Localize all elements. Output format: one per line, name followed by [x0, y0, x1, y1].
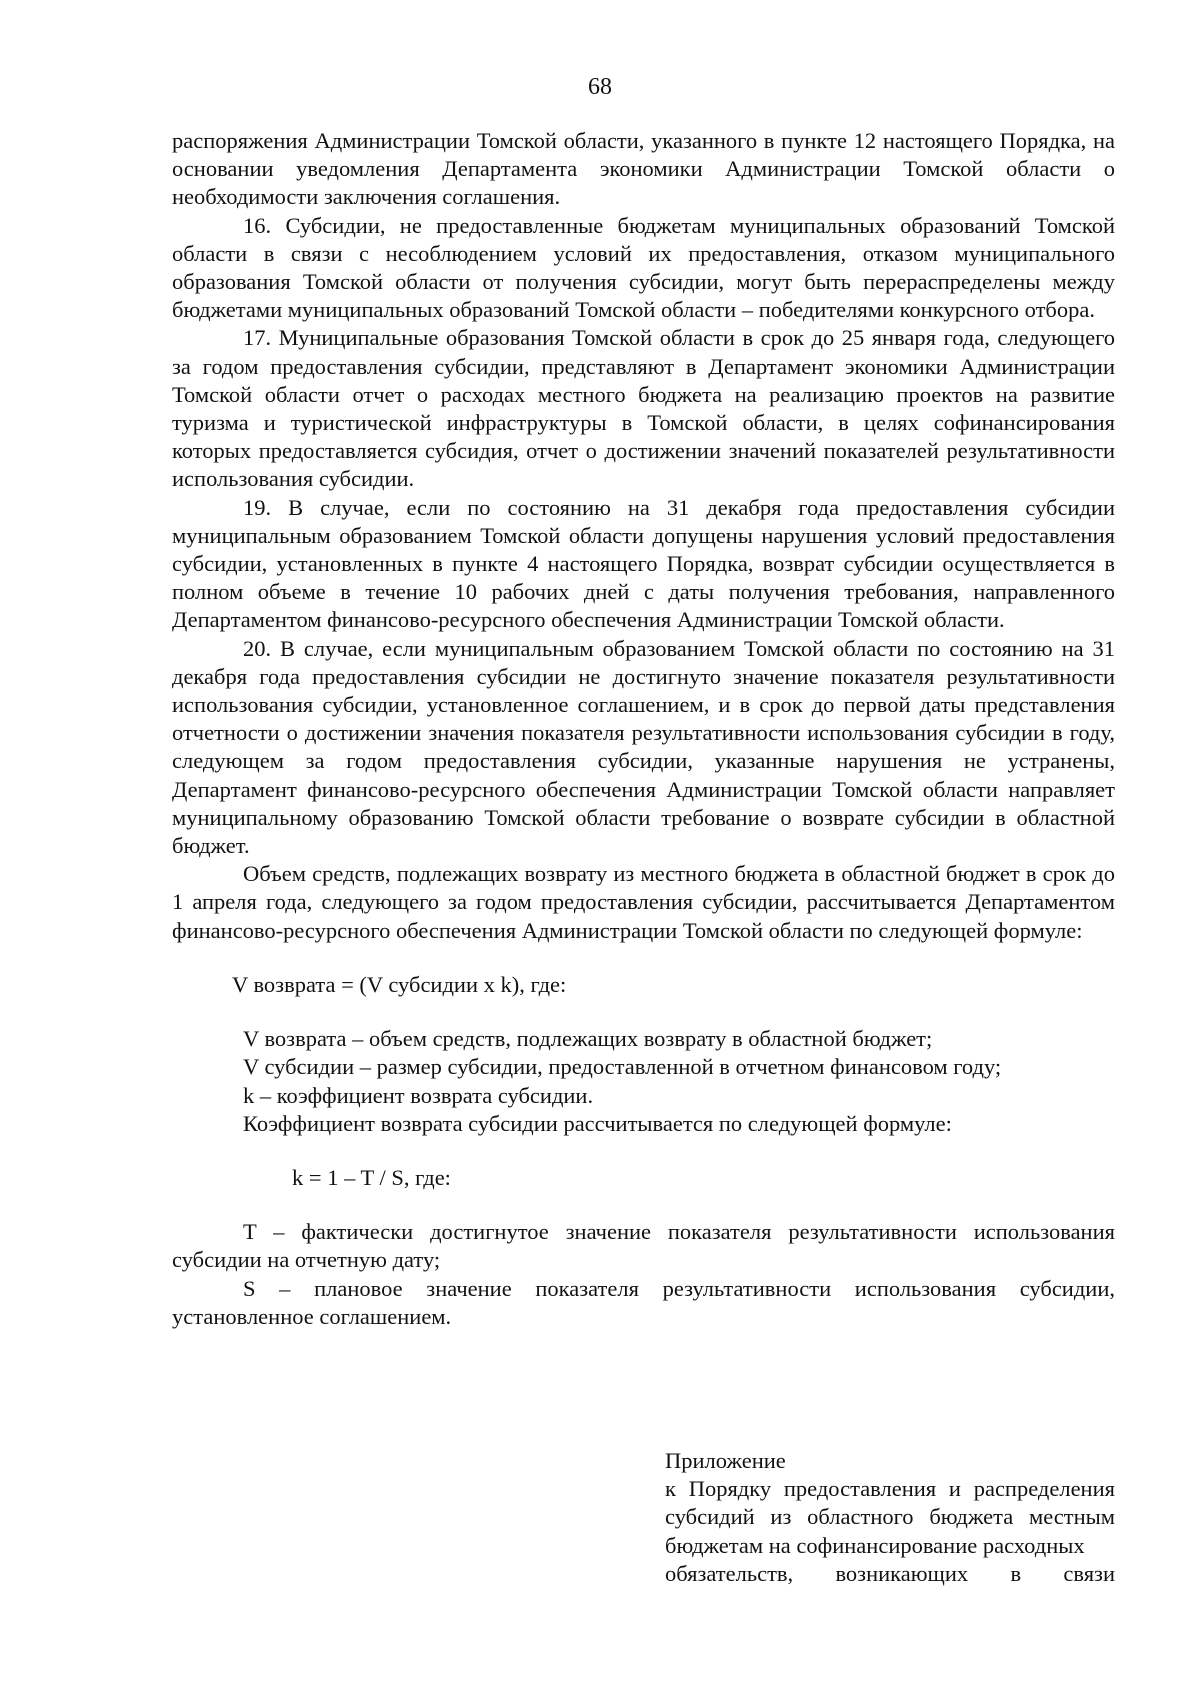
definition-v-subsidy: V субсидии – размер субсидии, предоставленной в отчетном финансовом году; — [243, 1054, 1002, 1080]
formula-k-coefficient: k = 1 – T / S, где: — [292, 1164, 451, 1190]
definition-k: k – коэффициент возврата субсидии. — [243, 1082, 594, 1108]
document-body — [172, 127, 1115, 1331]
page-number: 68 — [588, 74, 612, 100]
paragraph-20: 20. В случае, если муниципальным образованием Томской области по состоянию на 31 декабря года предоставления субсидии не достигнуто значение показателя результативности использования субсидии, установленное соглашением, и в срок до первой даты представления отчетности о достижении значения показателя результативности использования субсидии в году, следующем за годом предоставления субсидии, указанные нарушения не устранены, Департамент финансово-ресурсного обеспечения Администрации Томской области направляет муниципальному образованию Томской области требование о возврате субсидии в областной бюджет. — [172, 635, 1115, 859]
appendix-subtitle-last-line: обязательств, возникающих в связи — [665, 1560, 1115, 1586]
definition-t: T – фактически достигнутое значение показателя результативности использования субсидии на отчетную дату; — [172, 1219, 1115, 1273]
appendix-subtitle: к Порядку предоставления и распределения субсидий из областного бюджета местным бюджетам на софинансирование расходных — [665, 1476, 1115, 1558]
formula-return-volume: V возврата = (V субсидии x k), где: — [232, 971, 567, 997]
appendix-title: Приложение — [665, 1448, 786, 1473]
appendix-header — [665, 1447, 1115, 1588]
definition-v-return: V возврата – объем средств, подлежащих возврату в областной бюджет; — [243, 1026, 933, 1052]
paragraph-19: 19. В случае, если по состоянию на 31 декабря года предоставления субсидии муниципальным образованием Томской области допущены нарушения условий предоставления субсидии, установленных в пункте 4 настоящего Порядка, возврат субсидии осуществляется в полном объеме в течение 10 рабочих дней с даты получения требования, направленного Департаментом финансово-ресурсного обеспечения Администрации Томской области. — [172, 494, 1115, 633]
definition-s: S – плановое значение показателя результативности использования субсидии, установленное соглашением. — [172, 1275, 1115, 1329]
paragraph-16: 16. Субсидии, не предоставленные бюджетам муниципальных образований Томской области в связи с несоблюдением условий их предоставления, отказом муниципального образования Томской области от получения субсидии, могут быть перераспределены между бюджетами муниципальных образований Томской области – победителями конкурсного отбора. — [172, 212, 1115, 323]
k-formula-intro: Коэффициент возврата субсидии рассчитывается по следующей формуле: — [243, 1110, 952, 1136]
paragraph-17: 17. Муниципальные образования Томской области в срок до 25 января года, следующего за годом предоставления субсидии, представляют в Департамент экономики Администрации Томской области отчет о расходах местного бюджета на реализацию проектов на развитие туризма и туристической инфраструктуры в Томской области, в целях софинансирования которых предоставляется субсидия, отчет о достижении значений показателей результативности использования субсидии. — [172, 325, 1115, 492]
paragraph-continuation: распоряжения Администрации Томской области, указанного в пункте 12 настоящего Порядка, на основании уведомления Департамента экономики Администрации Томской области о необходимости заключения соглашения. — [172, 128, 1115, 210]
paragraph-volume: Объем средств, подлежащих возврату из местного бюджета в областной бюджет в срок до 1 апреля года, следующего за годом предоставления субсидии, рассчитывается Департаментом финансово-ресурсного обеспечения Администрации Томской области по следующей формуле: — [172, 861, 1115, 943]
